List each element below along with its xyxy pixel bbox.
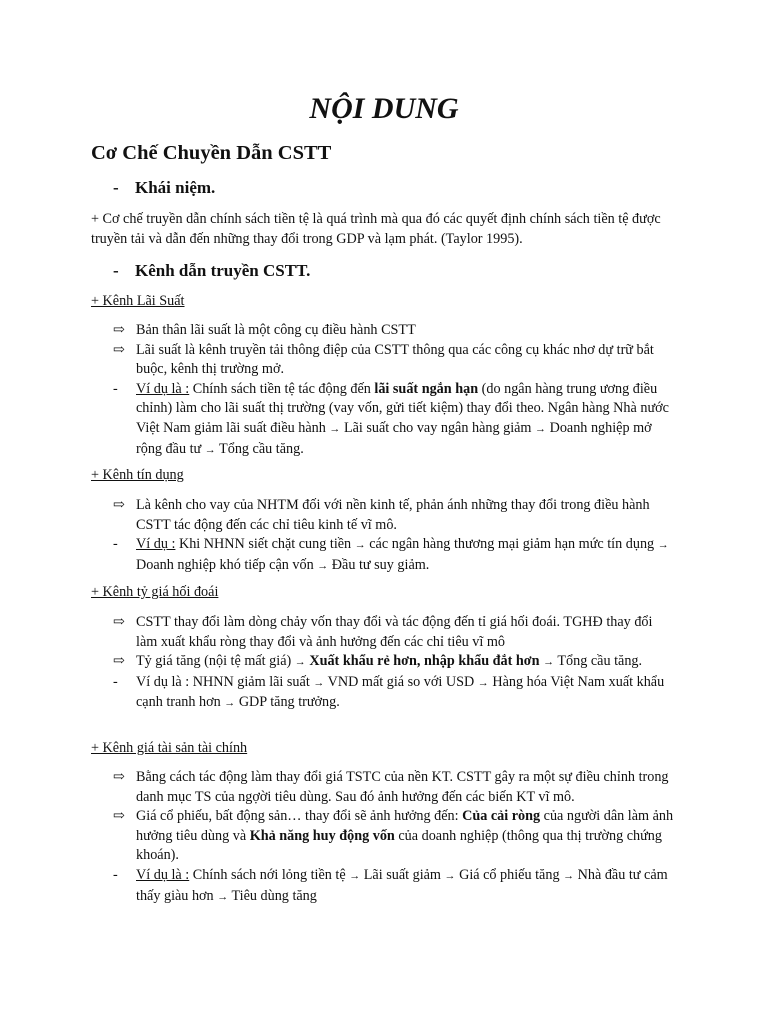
concept-paragraph: + Cơ chế truyền dẫn chính sách tiền tệ là quá trình mà qua đó các quyết định chính sách tiền tệ được truyền tải và dẫn đến những thay đổi trong GDP và lạm phát. (Taylor 1995). [91,211,661,247]
example-text: Đầu tư suy giảm. [328,556,430,573]
interest-rate-list [113,321,675,460]
right-arrow-icon: → [535,422,547,435]
example-text: Chính sách nới lỏng tiền tệ [189,866,350,883]
list-item [113,496,675,535]
list-item [113,341,675,380]
right-arrow-icon: → [349,869,361,882]
arrow-bullet-icon: ⇨ [113,614,125,630]
arrow-bullet-icon: ⇨ [113,653,125,670]
page-title: NỘI DUNG [309,92,459,125]
example-text: Chính sách tiền tệ tác động đến [189,380,375,397]
heading-channels [113,261,310,281]
arrow-bullet-icon: ⇨ [113,322,125,338]
bullet-text: Bằng cách tác động làm thay đổi giá TSTC của nền KT. CSTT gây ra một sự điều chỉnh trong danh mục TS của ngợời tiêu dùng. Sau đó ảnh hưởng đến các biến KT vĩ mô. [136,769,669,805]
right-arrow-icon: → [224,697,236,710]
dash-marker: - [113,178,119,197]
right-arrow-icon: → [354,539,366,552]
heading-concept [113,178,215,198]
bullet-text: Là kênh cho vay của NHTM đối với nền kinh tế, phản ánh những thay đổi trong điều hành CSTT tác động đến các chỉ tiêu kinh tế vĩ mô. [136,497,650,533]
right-arrow-icon: → [294,656,306,669]
arrow-bullet-icon: ⇨ [113,341,125,358]
example-label: Ví dụ là : [136,380,190,397]
list-item-example [113,673,675,714]
right-arrow-icon: → [477,676,489,689]
list-item [113,321,675,341]
example-text: Nhà đầu tư cảm thấy giàu hơn [136,866,668,904]
right-arrow-icon: → [657,539,669,552]
bullet-text: của người dân làm ảnh hưởng tiêu dùng và [136,808,674,844]
right-arrow-icon: → [563,869,575,882]
bullet-text: Giá cổ phiếu, bất động sản… thay đổi sẽ ảnh hưởng đến: [136,808,463,825]
right-arrow-icon: → [543,656,555,669]
right-arrow-icon: → [444,869,456,882]
example-text: Hàng hóa Việt Nam xuất khẩu cạnh tranh hơn [136,673,665,711]
arrow-bullet-icon: ⇨ [113,808,125,825]
document-subtitle: Cơ Chế Chuyền Dẫn CSTT [91,142,332,164]
example-text: Doanh nghiệp mở rộng đầu tư [136,419,652,457]
example-text: Ví dụ là : NHNN giảm lãi suất [136,673,314,690]
bullet-text: của doanh nghiệp (thông qua thị trường chứng khoán). [136,827,662,864]
right-arrow-icon: → [317,559,329,572]
list-item [113,768,675,807]
list-item [113,613,675,652]
bullet-text: Bản thân lãi suất là một công cụ điều hành CSTT [136,322,416,338]
list-item-example [113,535,675,576]
example-text: Lãi suất cho vay ngân hàng giảm [340,419,536,436]
example-bold-text: lãi suất ngắn hạn [374,380,479,397]
dash-marker: - [113,866,118,883]
bullet-bold-text: Khả năng huy động vốn [249,827,395,844]
example-text: Tiêu dùng tăng [228,887,317,904]
right-arrow-icon: → [329,422,341,435]
example-text: (do ngân hàng trung ương điều chỉnh) làm cho lãi suất thị trường (vay vốn, gửi tiết kiệm) thay đổi theo. Ngân hàng Nhà nước Việt Nam giảm lãi suất điều hành [136,380,669,436]
section-label-asset-price: + Kênh giá tài sản tài chính [91,740,248,756]
example-text: Khi NHNN siết chặt cung tiền [175,536,355,553]
example-text: Lãi suất giảm [360,866,445,883]
bullet-text: Tổng cầu tăng. [554,653,643,670]
arrow-bullet-icon: ⇨ [113,769,125,785]
bullet-bold-text: Của cải ròng [462,808,541,825]
credit-list [113,496,675,576]
dash-marker: - [113,536,118,553]
example-text: VND mất giá so với USD [324,673,478,690]
bullet-text: Tỷ giá tăng (nội tệ mất giá) [136,653,295,670]
bullet-text: Lãi suất là kênh truyền tải thông điệp của CSTT thông qua các công cụ khác nhơ dự trữ bắt buộc, kênh thị trường mở. [136,341,654,378]
section-label-credit: + Kênh tín dụng [91,467,184,483]
example-label: Ví dụ là : [136,866,190,883]
example-text: GDP tăng trưởng. [235,694,340,711]
list-item [113,652,675,673]
heading-channels-text: Kênh dẫn truyền CSTT. [135,261,311,280]
bullet-bold-text: Xuất khẩu rẻ hơn, nhập khẩu đắt hơn [305,653,540,670]
right-arrow-icon: → [313,676,325,689]
example-text: Doanh nghiệp khó tiếp cận vốn [136,556,318,573]
example-text: Tổng cầu tăng. [215,440,304,457]
list-item-example [113,380,675,460]
example-text: Giá cổ phiếu tăng [455,866,564,883]
asset-price-list [113,768,675,907]
example-label: Ví dụ : [136,536,176,553]
list-item [113,807,675,866]
right-arrow-icon: → [217,890,229,903]
right-arrow-icon: → [204,443,216,456]
dash-marker: - [113,261,119,280]
arrow-bullet-icon: ⇨ [113,497,125,513]
exchange-rate-list [113,613,675,714]
heading-concept-text: Khái niệm. [135,178,216,197]
bullet-text: CSTT thay đổi làm dòng chảy vốn thay đổi và tác động đến tỉ giá hối đoái. TGHĐ thay đổi làm xuất khẩu ròng thay đổi và ảnh hưởng đến các chỉ tiêu vĩ mô [136,614,653,650]
section-label-exchange-rate: + Kênh tỷ giá hối đoái [91,584,219,600]
list-item-example [113,866,675,907]
example-text: các ngân hàng thương mại giảm hạn mức tín dụng [365,536,658,553]
dash-marker: - [113,673,118,690]
dash-marker: - [113,380,118,397]
section-label-interest-rate: + Kênh Lãi Suất [91,293,185,309]
